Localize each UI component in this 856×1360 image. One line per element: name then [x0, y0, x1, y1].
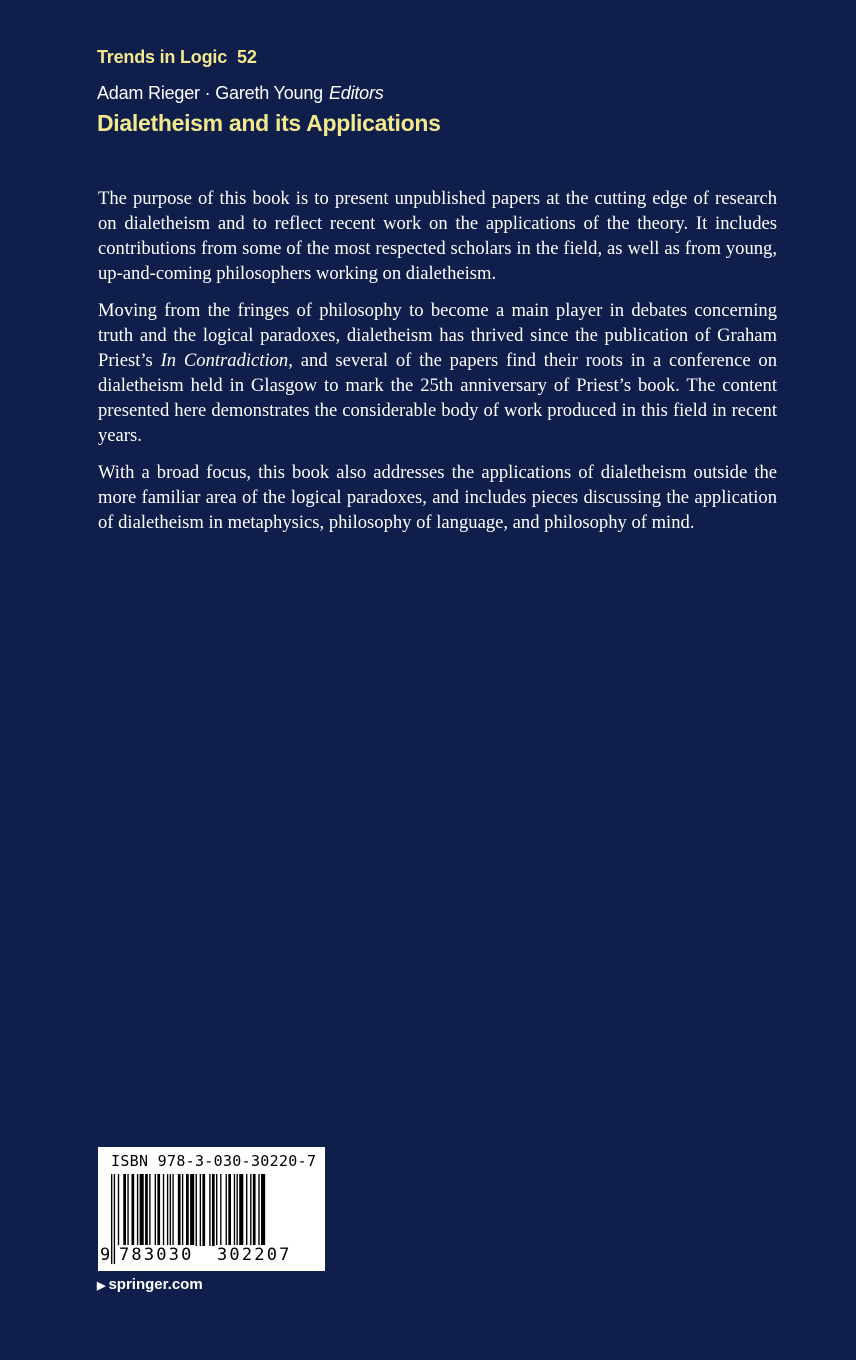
barcode-bar	[167, 1174, 168, 1246]
barcode-bar	[155, 1174, 156, 1246]
barcode-bar	[131, 1174, 134, 1246]
barcode-bar	[196, 1174, 197, 1246]
barcode-bar	[118, 1174, 119, 1246]
barcode-bar	[178, 1174, 181, 1246]
barcode-bar	[157, 1174, 160, 1246]
blurb-paragraph-2-start: Moving from the fringes of philosophy to become a main player in debates concerning truth and the logical paradoxes, dialetheism has thrived since the publication of Graham Priest’s	[98, 300, 777, 371]
barcode-bar	[258, 1174, 259, 1246]
barcode-bar	[200, 1174, 201, 1246]
book-title: Dialetheism and its Applications	[97, 110, 441, 136]
editor-role: Editors	[328, 83, 384, 103]
arrow-right-icon: ▶	[97, 1280, 106, 1292]
series-number: 52	[237, 47, 257, 67]
publisher-website[interactable]	[97, 1276, 203, 1293]
barcode-bar	[236, 1174, 237, 1246]
barcode-bar	[216, 1174, 217, 1246]
barcode	[98, 1147, 325, 1271]
blurb-paragraph-1: The purpose of this book is to present unpublished papers at the cutting edge of research on dialetheism and to reflect recent work on the applications of the theory. It includes contributions from some of the most respected scholars in the field, as well as from young, up-and-coming philosophers working on dialetheism.	[98, 188, 777, 284]
barcode-bar	[170, 1174, 171, 1246]
blurb-paragraph-3: With a broad focus, this book also addresses the applications of dialetheism outside the more familiar area of the logical paradoxes, and includes pieces discussing the application of dialetheism in metaphysics, philosophy of language, and philosophy of mind.	[98, 462, 777, 533]
barcode-bar	[137, 1174, 138, 1246]
barcode-digits-left: 783030	[119, 1245, 194, 1265]
barcode-bar	[209, 1174, 210, 1246]
isbn-label: ISBN 978-3-030-30220-7	[111, 1152, 317, 1170]
barcode-bar	[220, 1174, 221, 1246]
editor-names: Adam Rieger · Gareth Young	[97, 83, 323, 103]
blurb-paragraph-2	[98, 298, 777, 448]
barcode-bar	[239, 1174, 243, 1246]
barcode-bar	[182, 1174, 183, 1246]
barcode-bar	[140, 1174, 144, 1246]
barcode-bar	[250, 1174, 251, 1246]
barcode-bar	[212, 1174, 215, 1246]
barcode-bar	[234, 1174, 235, 1246]
barcode-bar	[145, 1174, 148, 1246]
series-line	[97, 47, 257, 68]
barcode-digit-first: 9	[100, 1245, 111, 1265]
barcode-bar	[127, 1174, 128, 1246]
barcode-digits	[98, 1245, 325, 1269]
barcode-bar	[172, 1174, 173, 1246]
barcode-bar	[149, 1174, 150, 1246]
blurb	[98, 186, 777, 547]
barcode-bar	[246, 1174, 247, 1246]
editors-line	[97, 83, 384, 104]
blurb-paragraph-2-end: , and several of the papers find their roots in a conference on dialetheism held in Glasgow to mark the 25th anniversary of Priest’s book. The content presented here demonstrates the considerable body of work produced in this field in recent years.	[98, 350, 778, 446]
book-reference: In Contradiction	[160, 350, 289, 371]
barcode-bar	[163, 1174, 164, 1246]
barcode-digits-right: 302207	[217, 1245, 292, 1265]
website-label: springer.com	[108, 1276, 203, 1293]
barcode-bar	[123, 1174, 126, 1246]
barcode-bar	[226, 1174, 227, 1246]
barcode-bar	[253, 1174, 256, 1246]
barcode-bar	[202, 1174, 205, 1246]
series-name: Trends in Logic	[97, 47, 228, 67]
barcode-bar	[228, 1174, 231, 1246]
